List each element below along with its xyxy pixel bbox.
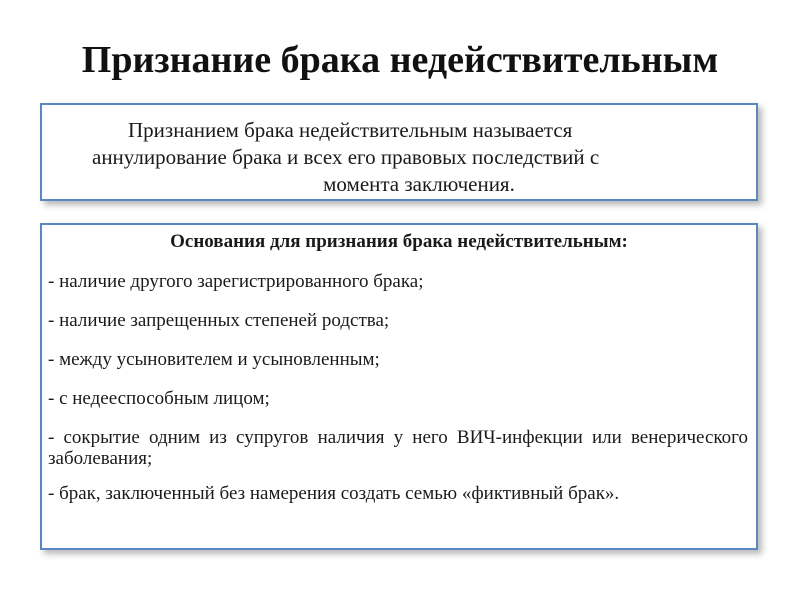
definition-line-1: Признанием брака недействительным называется xyxy=(128,118,573,142)
grounds-item-incapacity: - с недееспособным лицом; xyxy=(48,388,270,409)
grounds-list xyxy=(48,271,748,518)
grounds-item-fictitious-marriage: - брак, заключенный без намерения создать семью «фиктивный брак». xyxy=(48,483,620,504)
grounds-box xyxy=(40,223,758,550)
definition-line-2: аннулирование брака и всех его правовых последствий с xyxy=(92,145,600,169)
definition-line-3: момента заключения. xyxy=(323,172,515,196)
definition-text xyxy=(74,117,734,198)
grounds-item-kinship: - наличие запрещенных степеней родства; xyxy=(48,310,390,331)
grounds-item-hiding-disease: - сокрытие одним из супругов наличия у него ВИЧ-инфекции или венерического заболевания; xyxy=(48,427,748,469)
grounds-item-adoption: - между усыновителем и усыновленным; xyxy=(48,349,380,370)
definition-box xyxy=(40,103,758,201)
grounds-heading: Основания для признания брака недействительным: xyxy=(170,231,628,252)
slide-title: Признание брака недействительным xyxy=(81,39,719,81)
grounds-item-other-marriage: - наличие другого зарегистрированного брака; xyxy=(48,271,424,292)
